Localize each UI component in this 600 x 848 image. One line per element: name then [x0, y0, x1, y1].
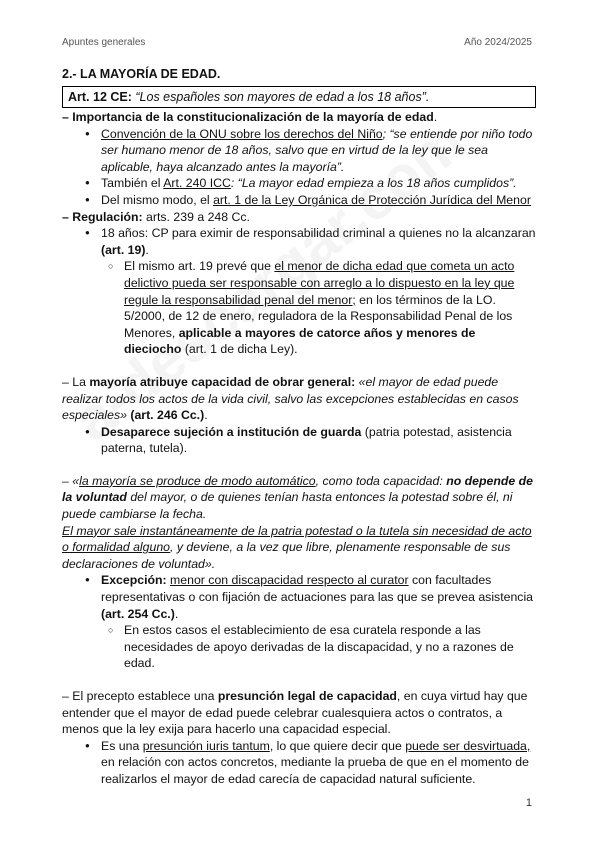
importance-list: [62, 126, 536, 209]
section-heading: 2.- LA MAYORÍA DE EDAD.: [62, 67, 221, 81]
list-item: ● También el Art. 240 ICC: “La mayor edad empieza a los 18 años cumplidos”.: [62, 175, 536, 192]
page-number: 1: [525, 797, 532, 809]
quote-text: “Los españoles son mayores de edad a los 18 años”.: [135, 90, 430, 104]
automatic-paragraph-2: El mayor sale instantáneamente de la patria potestad o la tutela sin necesidad de acto o formalidad alguno, y deviene, a la vez que libre, plenamente responsable de sus declaraciones de voluntad».: [62, 523, 532, 571]
list-item: ● Convención de la ONU sobre los derechos del Niño; “se entiende por niño todo ser humano menor de 18 años, salvo que en virtud de la ley que le sea aplicable, haya alcanzado antes la mayoría”.: [62, 126, 536, 176]
quote-box: [62, 86, 536, 108]
quote-label: Art. 12 CE:: [68, 90, 132, 104]
exception-list: [62, 572, 536, 672]
regulation-title: – Regulación: arts. 239 a 248 Cc.: [62, 209, 250, 224]
header-left: Apuntes generales: [62, 37, 146, 48]
automatic-paragraph: – «la mayoría se produce de modo automático, como toda capacidad: no depende de la voluntad del mayor, o de quienes tenían hasta entonces la potestad sobre él, ni puede cambiarse la fecha.: [62, 473, 533, 522]
list-item: ● Del mismo modo, el art. 1 de la Ley Orgánica de Protección Jurídica del Menor: [62, 192, 536, 209]
document-body: [62, 66, 536, 788]
presumption-list: [62, 738, 536, 788]
regulation-sublist: [62, 258, 536, 358]
capacity-list: [62, 424, 536, 457]
presumption-paragraph: – El precepto establece una presunción legal de capacidad, en cuya virtud hay que entender que el mayor de edad puede celebrar cualesquiera actos o contratos, a menos que la ley exija para hacerlo una capacidad especial.: [62, 689, 528, 737]
list-item: ○ El mismo art. 19 prevé que el menor de dicha edad que cometa un acto delictivo pueda ser responsable con arreglo a lo dispuesto en la ley que regule la responsabilidad penal del menor; en los términos de la LO. 5/2000, de 12 de enero, reguladora de la Responsabilidad Penal de los Menores, aplicable a mayores de catorce años y menores de dieciocho (art. 1 de dicha Ley).: [62, 258, 536, 358]
exception-sublist: [62, 622, 536, 672]
list-item: ○ En estos casos el establecimiento de esa curatela responde a las necesidades de apoyo derivadas de la discapacidad, y no a razones de edad.: [62, 622, 536, 672]
capacity-paragraph: – La mayoría atribuye capacidad de obrar general: «el mayor de edad puede realizar todos los actos de la vida civil, salvo las excepciones establecidas en casos especiales» (art. 246 Cc.).: [62, 374, 519, 423]
list-item: ● Excepción: menor con discapacidad respecto al curator con facultades representativas o con fijación de actuaciones para las que se prevea asistencia (art. 254 Cc.). ○ En estos casos el establecimiento de esa curatela responde a las necesidades de apoyo derivadas de la discapacidad, y no a razones de edad.: [62, 572, 536, 672]
list-item: ● Es una presunción iuris tantum, lo que quiere decir que puede ser desvirtuada, en relación con actos concretos, mediante la prueba de que en el momento de realizarlos el mayor de edad carecía de capacidad natural suficiente.: [62, 738, 536, 788]
list-item: ● Desaparece sujeción a institución de guarda (patria potestad, asistencia paterna, tutela).: [62, 424, 536, 457]
list-item: ● 18 años: CP para eximir de responsabilidad criminal a quienes no la alcanzaran (art. 19). ○ El mismo art. 19 prevé que el menor de dicha edad que cometa un acto delictivo pueda ser responsable con arreglo a lo dispuesto en la ley que regule la responsabilidad penal del menor; en los términos de la LO. 5/2000, de 12 de enero, reguladora de la Responsabilidad Penal de los Menores, aplicable a mayores de catorce años y menores de dieciocho (art. 1 de dicha Ley).: [62, 225, 536, 358]
header-right: Año 2024/2025: [464, 37, 532, 48]
importance-title: – Importancia de la constitucionalización de la mayoría de edad.: [62, 110, 438, 124]
regulation-list: [62, 225, 536, 358]
